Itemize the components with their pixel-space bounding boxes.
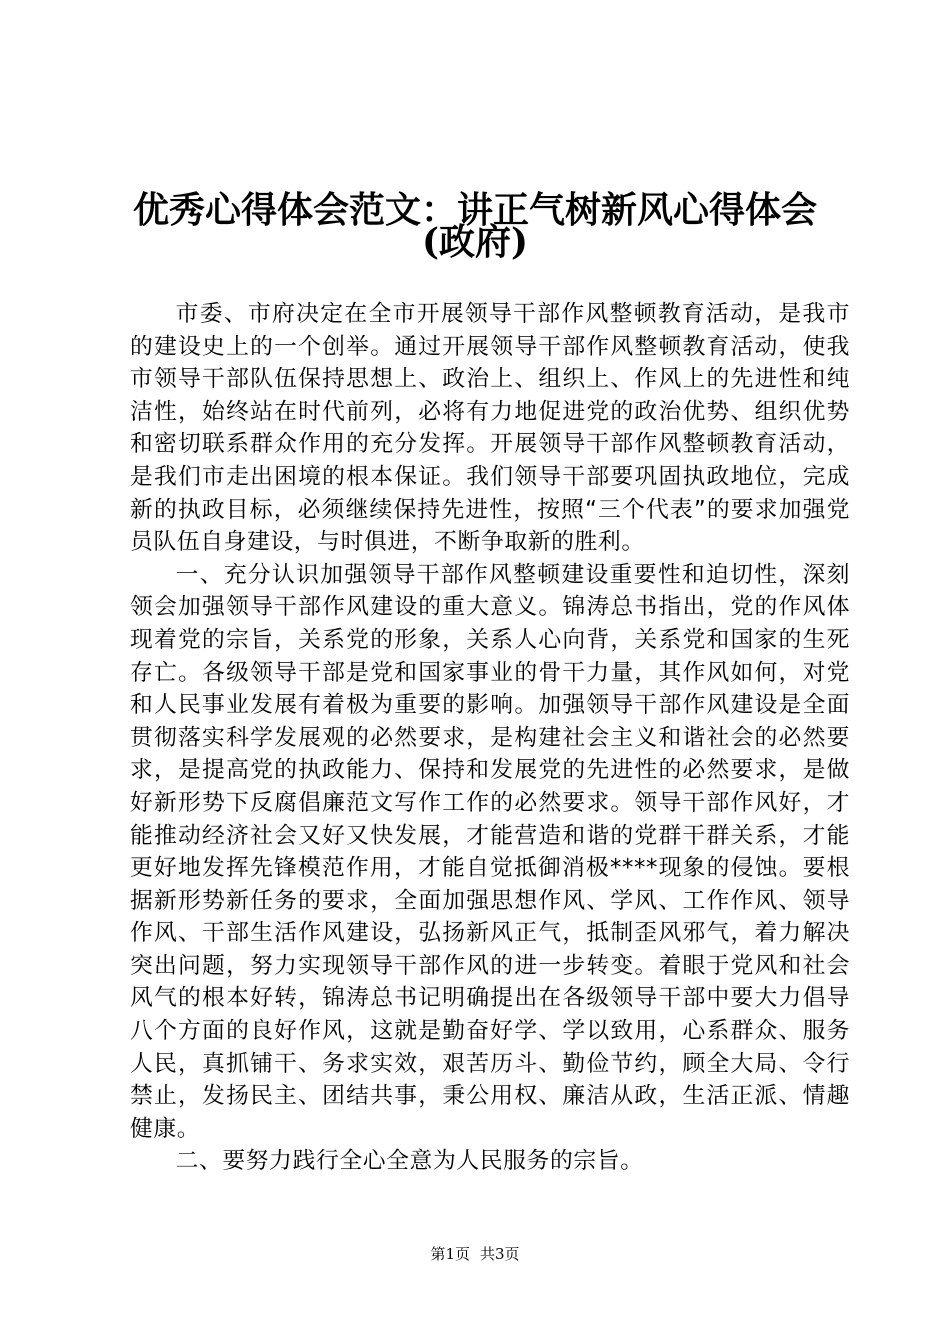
document-title-line-2: (政府) <box>421 221 529 263</box>
page-footer <box>0 1244 950 1264</box>
body-paragraph: 市委、市府决定在全市开展领导干部作风整顿教育活动，是我市的建设史上的一个创举。通过开展领导干部作风整顿教育活动，使我市领导干部队伍保持思想上、政治上、组织上、作风上的先进性和纯洁性，始终站在时代前列，必将有力地促进党的政治优势、组织优势和密切联系群众作用的充分发挥。开展领导干部作风整顿教育活动，是我们市走出困境的根本保证。我们领导干部要巩固执政地位，完成新的执政目标，必须继续保持先进性，按照“三个代表”的要求加强党员队伍自身建设，与时俱进，不断争取新的胜利。 <box>130 301 850 556</box>
page-number: 第1页 <box>430 1245 470 1263</box>
document-title-line-1: 优秀心得体会范文：讲正气树新风心得体会 <box>132 189 817 231</box>
body-paragraph: 二、要努力践行全心全意为人民服务的宗旨。 <box>175 1148 644 1175</box>
document-body <box>130 298 850 1178</box>
page-count: 共3页 <box>480 1245 520 1263</box>
body-paragraph: 一、充分认识加强领导干部作风整顿建设重要性和迫切性，深刻领会加强领导干部作风建设的重大意义。锦涛总书指出，党的作风体现着党的宗旨，关系党的形象，关系人心向背，关系党和国家的生死存亡。各级领导干部是党和国家事业的骨干力量，其作风如何，对党和人民事业发展有着极为重要的影响。加强领导干部作风建设是全面贯彻落实科学发展观的必然要求，是构建社会主义和谐社会的必然要求，是提高党的执政能力、保持和发展党的先进性的必然要求，是做好新形势下反腐倡廉范文写作工作的必然要求。领导干部作风好，才能推动经济社会又好又快发展，才能营造和谐的党群干群关系，才能更好地发挥先锋模范作用，才能自觉抵御消极****现象的侵蚀。要根据新形势新任务的要求，全面加强思想作风、学风、工作作风、领导作风、干部生活作风建设，弘扬新风正气，抵制歪风邪气，着力解决突出问题，努力实现领导干部作风的进一步转变。着眼于党风和社会风气的根本好转，锦涛总书记明确提出在各级领导干部中要大力倡导八个方面的良好作风，这就是勤奋好学、学以致用，心系群众、服务人民，真抓铺干、务求实效，艰苦历斗、勤俭节约，顾全大局、令行禁止，发扬民主、团结共事，秉公用权、廉洁从政，生活正派、情趣健康。 <box>130 561 850 1142</box>
